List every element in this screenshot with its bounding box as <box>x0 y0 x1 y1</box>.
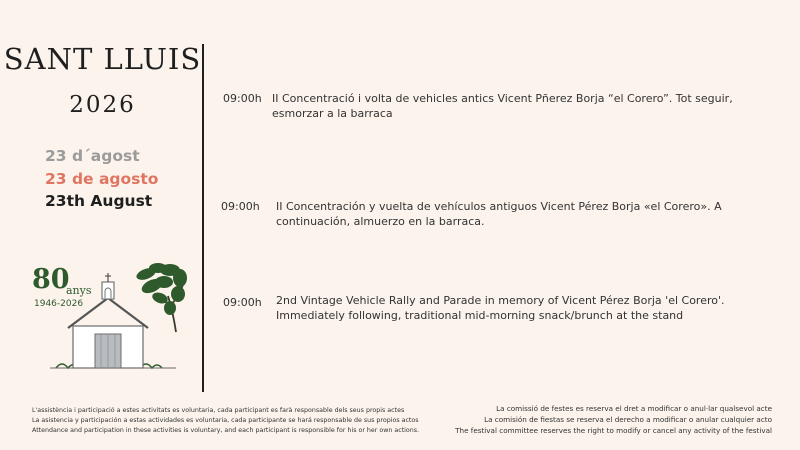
date-spanish: 23 de agosto <box>45 169 159 188</box>
logo-years: 80 <box>32 264 70 295</box>
disclaimer-spanish: La asistencia y participación a estas actividades es voluntaria, cada participante se hará responsable de sus propios actos <box>32 417 419 424</box>
footer-disclaimer <box>32 406 419 436</box>
reservation-english: The festival committee reserves the right to modify or cancel any activity of the festival <box>455 426 772 435</box>
event-time-catalan: 09:00h <box>223 92 262 105</box>
disclaimer-english: Attendance and participation in these activities is voluntary, and each participant is responsible for his or her own actions. <box>32 427 420 434</box>
hermitage-illustration <box>28 256 194 374</box>
event-catalan: II Concentració i volta de vehicles antics Vicent Pñerez Borja “el Corero”. Tot seguir, esmorzar a la barraca <box>272 92 733 120</box>
reservation-spanish: La comisión de fiestas se reserva el derecho a modificar o anular cualquier acto <box>484 415 772 424</box>
logo-suffix: anys <box>66 284 92 297</box>
reservation-catalan: La comissió de festes es reserva el dret a modificar o anul·lar qualsevol acte <box>496 404 772 413</box>
logo-range: 1946-2026 <box>34 299 84 309</box>
year-label: 2026 <box>69 92 136 118</box>
anniversary-logo <box>28 256 194 374</box>
footer-reservation <box>455 403 772 436</box>
event-english: 2nd Vintage Vehicle Rally and Parade in memory of Vicent Pérez Borja 'el Corero'. Immediately following, traditional mid-morning snack/brunch at the stand <box>276 294 725 322</box>
date-english: 23th August <box>45 192 153 210</box>
event-time-spanish: 09:00h <box>221 200 260 213</box>
page-title: SANT LLUIS <box>3 42 202 76</box>
date-catalan: 23 d´agost <box>45 147 140 165</box>
event-time-english: 09:00h <box>223 296 262 309</box>
vertical-divider <box>202 44 204 392</box>
date-list <box>45 145 158 213</box>
disclaimer-catalan: L'assistència i participació a estes activitats es voluntaria, cada participant es farà responsable dels seus propis actes <box>32 407 405 414</box>
event-spanish: II Concentración y vuelta de vehículos antiguos Vicent Pérez Borja «el Corero». A continuación, almuerzo en la barraca. <box>276 200 722 228</box>
